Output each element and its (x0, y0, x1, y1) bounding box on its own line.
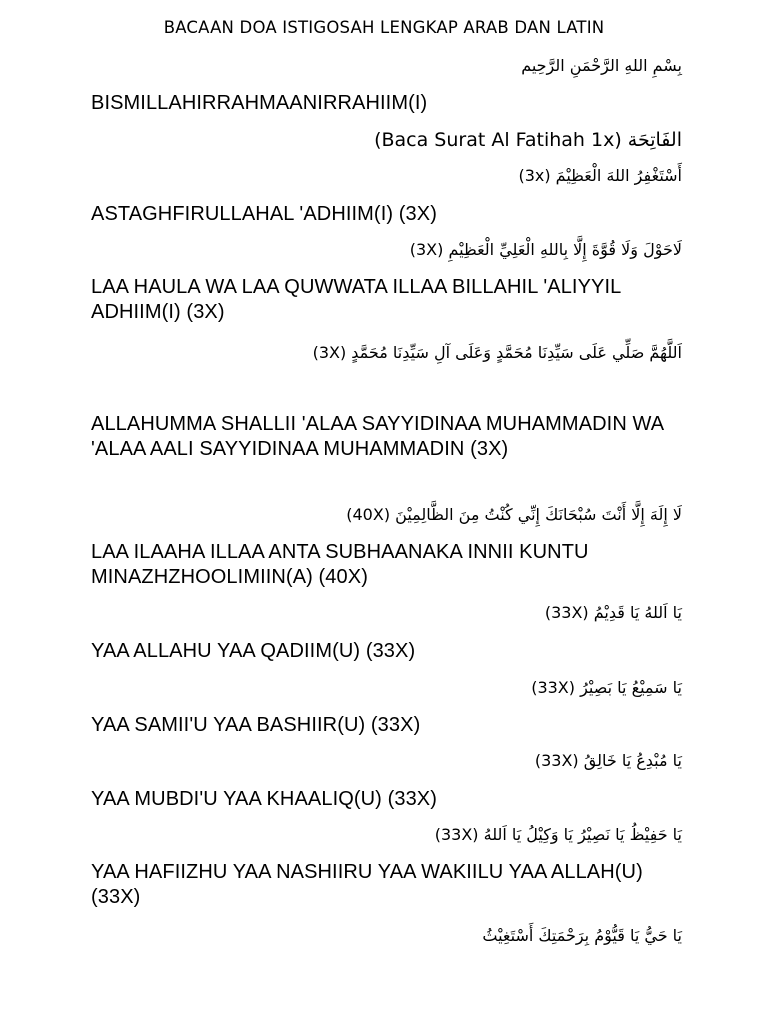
arabic-line-yunus: لَا إِلَهَ إِلَّا أَنْتَ سُبْحَانَكَ إِنِّي كُنْتُ مِنَ الظَّالِمِيْنَ (40X) (346, 505, 682, 524)
arabic-line-qadiim: يَا اَللهُ يَا قَدِيْمُ (33X) (544, 603, 682, 622)
latin-line-bashiir: YAA SAMII'U YAA BASHIIR(U) (33X) (91, 714, 421, 736)
latin-line-hauqalah: LAA HAULA WA LAA QUWWATA ILLAA BILLAHIL 'ALIYYIL ADHIIM(I) (3X) (91, 276, 621, 323)
arabic-line-istighfar: أَسْتَغْفِرُ اللهَ الْعَظِيْمَ (3x) (518, 166, 682, 185)
latin-line-yunus: LAA ILAAHA ILLAA ANTA SUBHAANAKA INNII KUNTU MINAZHZHOOLIMIIN(A) (40X) (91, 541, 589, 588)
arabic-line-fatihah: الفَاتِحَة (Baca Surat Al Fatihah 1x) (374, 129, 682, 151)
document-title: BACAAN DOA ISTIGOSAH LENGKAP ARAB DAN LATIN (163, 18, 605, 37)
latin-line-istighfar: ASTAGHFIRULLAHAL 'ADHIIM(I) (3X) (91, 203, 437, 225)
latin-line-qadiim: YAA ALLAHU YAA QADIIM(U) (33X) (91, 640, 416, 662)
latin-line-basmalah: BISMILLAHIRRAHMAANIRRAHIIM(I) (91, 92, 428, 114)
latin-line-wakiil: YAA HAFIIZHU YAA NASHIIRU YAA WAKIILU YAA ALLAH(U) (33X) (91, 861, 643, 908)
arabic-line-bashiir: يَا سَمِيْعُ يَا بَصِيْرُ (33X) (531, 678, 682, 697)
latin-line-shalawat: ALLAHUMMA SHALLII 'ALAA SAYYIDINAA MUHAMMADIN WA 'ALAA AALI SAYYIDINAA MUHAMMADIN (3X) (91, 413, 664, 460)
arabic-line-shalawat: اَللَّهُمَّ صَلِّي عَلَى سَيِّدِنَا مُحَمَّدٍ وَعَلَى آلِ سَيِّدِنَا مُحَمَّدٍ (3X) (312, 343, 682, 362)
latin-line-khaaliq: YAA MUBDI'U YAA KHAALIQ(U) (33X) (91, 788, 438, 810)
arabic-line-basmalah: بِسْمِ اللهِ الرَّحْمَنِ الرَّحِيم (521, 56, 682, 75)
arabic-line-wakiil: يَا حَفِيْظُ يَا نَصِيْرُ يَا وَكِيْلُ يَا اَللهُ (33X) (434, 825, 682, 844)
arabic-line-khaaliq: يَا مُبْدِعُ يَا خَالِقُ (33X) (534, 751, 682, 770)
arabic-line-qayyuum: يَا حَيُّ يَا قَيُّوْمُ بِرَحْمَتِكَ أَسْتَغِيْثُ (482, 926, 682, 945)
arabic-line-hauqalah: لَاحَوْلَ وَلَا قُوَّةَ إِلَّا بِاللهِ الْعَلِيِّ الْعَظِيْمِ (3X) (409, 240, 682, 259)
